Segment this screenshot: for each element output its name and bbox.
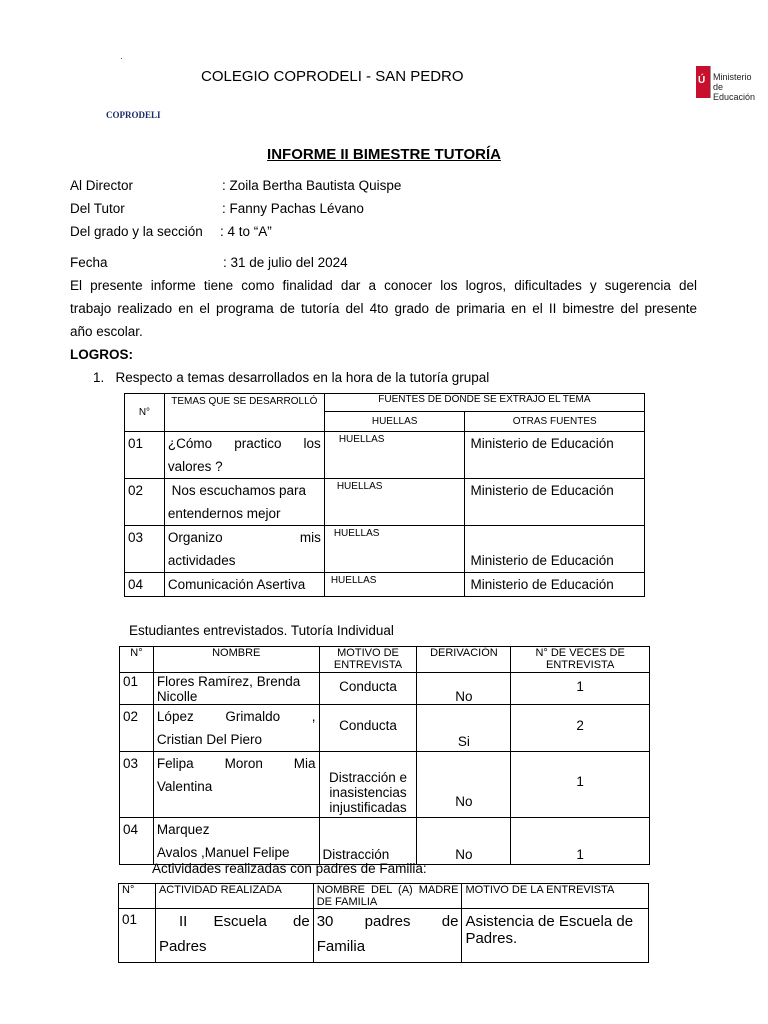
row-topic: ¿Cómo practico los valores ?: [164, 432, 324, 479]
row-derivacion: No: [417, 818, 511, 865]
col-header-otras: OTRAS FUENTES: [465, 412, 645, 432]
topics-table: [124, 393, 645, 597]
info-value: : Zoila Bertha Bautista Quispe: [222, 178, 402, 193]
table-row: [120, 818, 650, 865]
info-value: : 4 to “A”: [220, 224, 272, 239]
row-number: 03: [125, 526, 165, 573]
row-motivo: Conducta: [319, 705, 417, 752]
row-name: López Grimaldo , Cristian Del Piero: [153, 705, 319, 752]
info-label: Fecha: [70, 255, 108, 270]
row-number: 04: [125, 573, 165, 597]
row-otras: Ministerio de Educación: [465, 573, 645, 597]
row-topic: Organizo mis actividades: [164, 526, 324, 573]
table-row: [125, 432, 645, 479]
col-header-n: N°: [125, 394, 165, 432]
row-veces: 2: [511, 705, 650, 752]
col-header-nombre: NOMBRE DEL (A) MADRE DE FAMILIA: [313, 884, 462, 909]
row-number: 02: [125, 479, 165, 526]
col-header-veces: N° DE VECES DE ENTREVISTA: [511, 647, 650, 673]
row-veces: 1: [511, 752, 650, 818]
table-row: [120, 705, 650, 752]
row-number: 04: [120, 818, 154, 865]
col-header-nombre: NOMBRE: [153, 647, 319, 673]
table-row: [120, 752, 650, 818]
row-derivacion: Si: [417, 705, 511, 752]
row-huellas: HUELLAS: [324, 573, 465, 597]
intro-line: año escolar.: [70, 324, 143, 339]
row-otras: Ministerio de Educación: [465, 479, 645, 526]
col-header-actividad: ACTIVIDAD REALIZADA: [155, 884, 313, 909]
col-header-motivo: MOTIVO DE ENTREVISTA: [319, 647, 417, 673]
logros-item-1: 1. Respecto a temas desarrollados en la hora de la tutoría grupal: [93, 370, 490, 385]
table-row: [125, 526, 645, 573]
col-header-motivo: MOTIVO DE LA ENTREVISTA: [462, 884, 649, 909]
row-motivo: Conducta: [319, 673, 417, 705]
row-huellas: HUELLAS: [324, 432, 465, 479]
info-label: Del Tutor: [70, 201, 125, 216]
intro-line: El presente informe tiene como finalidad dar a conocer los logros, dificultades y sugerencia del: [70, 278, 697, 293]
row-derivacion: No: [417, 673, 511, 705]
row-name: Flores Ramírez, Brenda Nicolle: [153, 673, 319, 705]
table-row: [120, 673, 650, 705]
row-otras: Ministerio de Educación: [465, 432, 645, 479]
row-motivo: Distracción: [319, 818, 417, 865]
row-name: Marquez Avalos ,Manuel Felipe: [153, 818, 319, 865]
school-logo-text: COPRODELI: [106, 110, 161, 120]
info-value: : 31 de julio del 2024: [223, 255, 348, 270]
row-number: 02: [120, 705, 154, 752]
school-name: COLEGIO COPRODELI - SAN PEDRO: [201, 68, 464, 85]
table-row: [119, 909, 649, 963]
row-derivacion: No: [417, 752, 511, 818]
col-header-derivacion: DERIVACIÓN: [417, 647, 511, 673]
row-reason: Asistencia de Escuela de Padres.: [462, 909, 649, 963]
report-title: INFORME II BIMESTRE TUTORÍA: [267, 146, 501, 163]
row-number: 01: [125, 432, 165, 479]
row-topic: Comunicación Asertiva: [164, 573, 324, 597]
row-huellas: HUELLAS: [324, 526, 465, 573]
info-label: Al Director: [70, 178, 134, 193]
interviews-caption: Estudiantes entrevistados. Tutoría Individual: [129, 623, 394, 638]
row-topic: Nos escuchamos para entendernos mejor: [164, 479, 324, 526]
row-number: 03: [120, 752, 154, 818]
col-header-temas: TEMAS QUE SE DESARROLLÓ: [164, 394, 324, 432]
col-header-n: N°: [120, 647, 154, 673]
ministry-logo: Ú Ministerio de Educación: [696, 66, 766, 98]
row-veces: 1: [511, 818, 650, 865]
row-parent: 30 padres de Familia: [313, 909, 462, 963]
info-value: : Fanny Pachas Lévano: [222, 201, 364, 216]
row-otras: Ministerio de Educación: [465, 526, 645, 573]
header-dot: ·: [120, 54, 123, 63]
interviews-table: [119, 646, 650, 865]
row-number: 01: [120, 673, 154, 705]
table-row: [125, 479, 645, 526]
info-label: Del grado y la sección: [70, 224, 203, 239]
table-row: [125, 573, 645, 597]
logros-heading: LOGROS:: [70, 347, 133, 362]
col-header-n: N°: [119, 884, 156, 909]
parents-table: [118, 883, 649, 963]
row-activity: II Escuela de Padres: [155, 909, 313, 963]
intro-line: trabajo realizado en el programa de tutoría del 4to grado de primaria en el II bimestre del presente: [70, 301, 697, 316]
row-veces: 1: [511, 673, 650, 705]
col-header-huellas: HUELLAS: [324, 412, 465, 432]
row-motivo: Distracción e inasistencias injustificadas: [319, 752, 417, 818]
row-name: Felipa Moron Mia Valentina: [153, 752, 319, 818]
col-header-fuentes: FUENTES DE DÓNDE SE EXTRAJO EL TEMA: [324, 394, 644, 412]
row-huellas: HUELLAS: [324, 479, 465, 526]
row-number: 01: [119, 909, 156, 963]
parents-caption: Actividades realizadas con padres de Familia:: [152, 861, 427, 876]
